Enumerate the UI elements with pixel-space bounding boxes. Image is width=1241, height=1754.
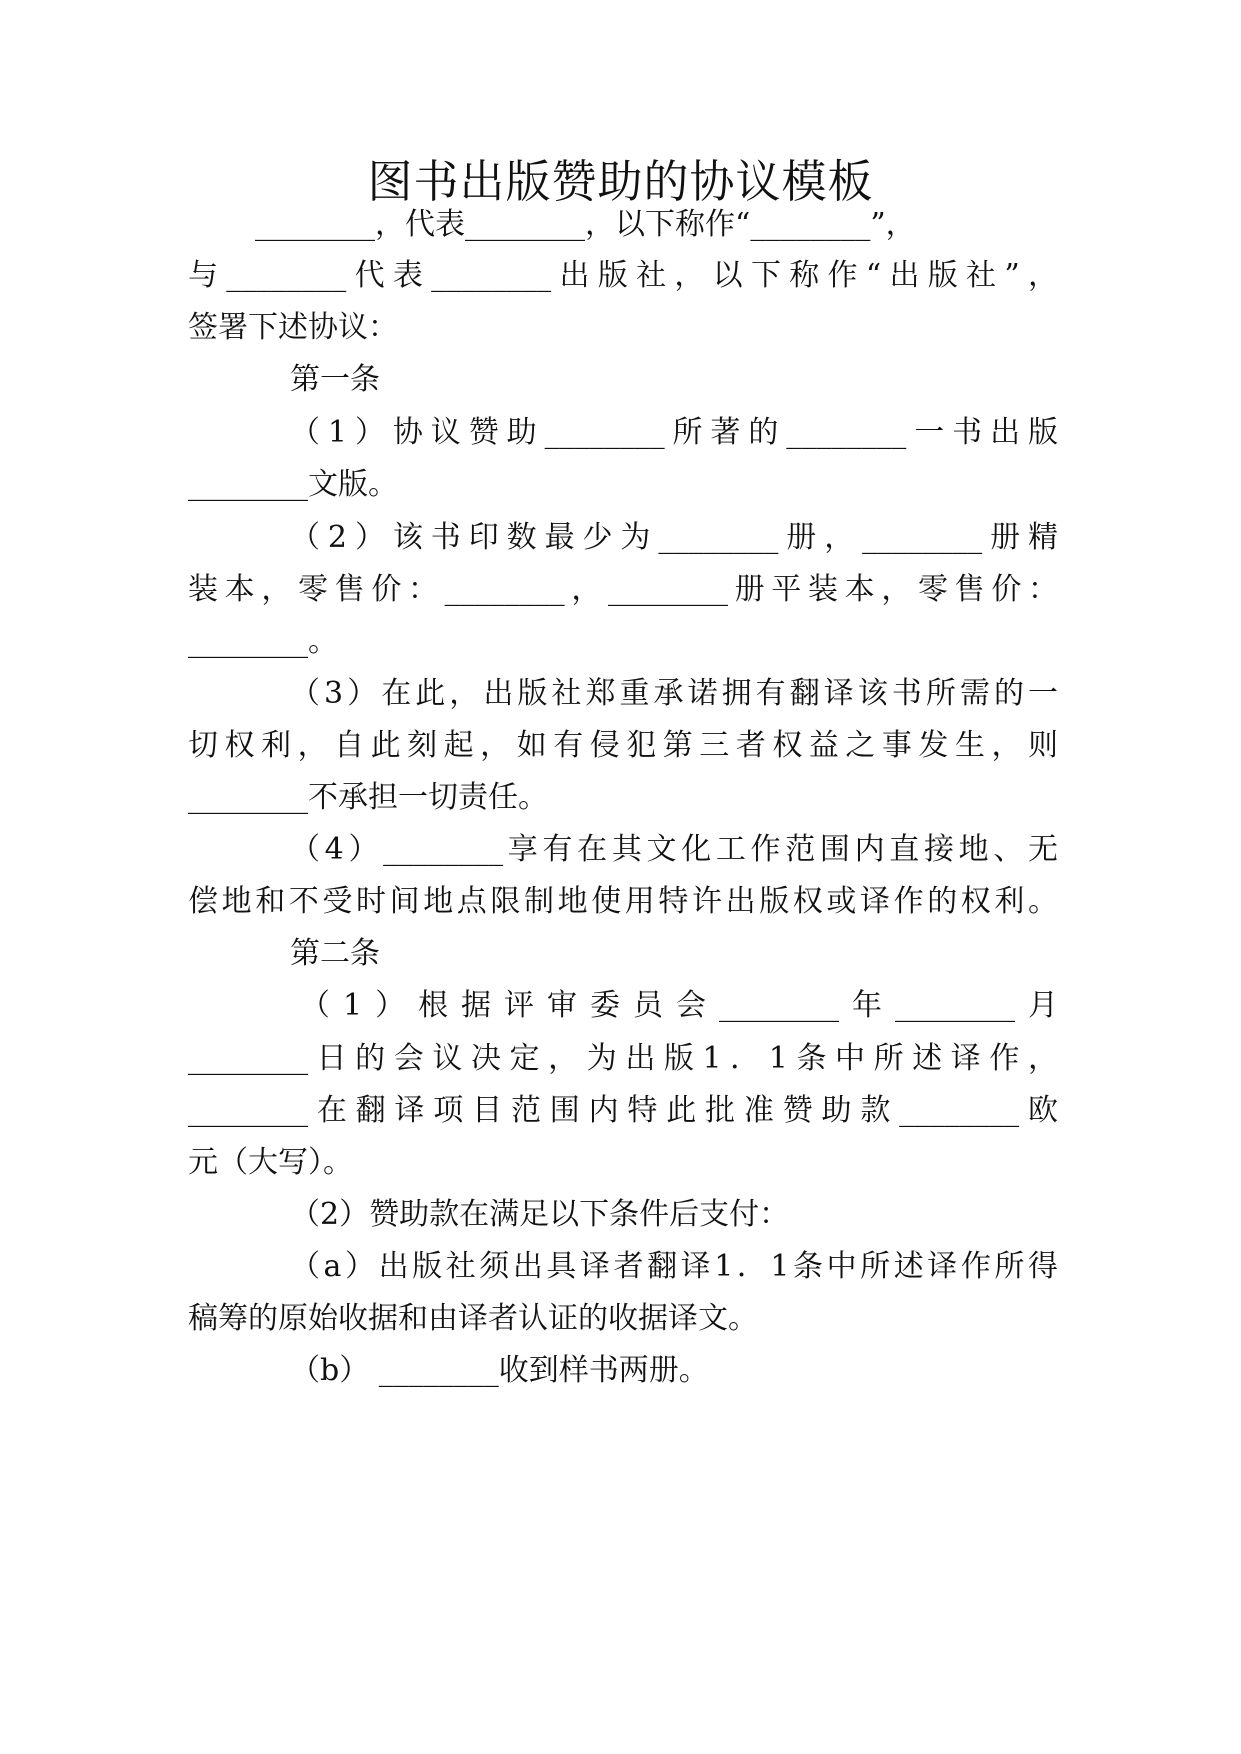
clause-2-2-line-1: （2）赞助款在满足以下条件后支付： [290, 1197, 790, 1232]
clause-2-1-line-4: 元（大写）。 [188, 1145, 353, 1180]
article-2-heading: 第二条 [290, 936, 380, 971]
article-1-heading: 第一条 [290, 362, 380, 397]
clause-1-2-line-1: （2）该书印数最少为________册，________册精 [290, 520, 1058, 555]
clause-1-3-line-3: ________不承担一切责任。 [188, 780, 548, 815]
clause-1-3-line-2: 切权利，自此刻起，如有侵犯第三者权益之事发生，则 [188, 728, 1058, 763]
clause-1-2-line-2: 装本，零售价：________，________册平装本，零售价： [188, 572, 1058, 607]
clause-1-3-line-1: （3）在此，出版社郑重承诺拥有翻译该书所需的一 [290, 676, 1058, 711]
intro-line-1: ________，代表________，以下称作“________”， [255, 207, 916, 242]
clause-2-1-line-1: （1）根据评审委员会________年________月 [300, 988, 1058, 1023]
clause-2-2b-line-1: （b） ________收到样书两册。 [290, 1353, 709, 1388]
document-title: 图书出版赞助的协议模板 [367, 155, 874, 208]
clause-2-1-line-2: ________日的会议决定，为出版1．1条中所述译作， [188, 1041, 1058, 1076]
clause-2-2a-line-2: 稿筹的原始收据和由译者认证的收据译文。 [188, 1301, 758, 1336]
clause-2-2a-line-1: （a）出版社须出具译者翻译1．1条中所述译作所得 [290, 1249, 1058, 1284]
clause-2-1-line-3: ________在翻译项目范围内特此批准赞助款________欧 [188, 1093, 1058, 1128]
clause-1-4-line-2: 偿地和不受时间地点限制地使用特许出版权或译作的权利。 [188, 884, 1058, 919]
intro-line-2: 与________代表________出版社，以下称作“出版社”， [188, 258, 1058, 293]
clause-1-4-line-1: （4）________享有在其文化工作范围内直接地、无 [290, 832, 1058, 867]
clause-1-2-line-3: ________。 [188, 624, 338, 659]
clause-1-1-line-1: （1）协议赞助________所著的________一书出版 [290, 415, 1058, 450]
intro-line-3: 签署下述协议： [188, 310, 398, 345]
clause-1-1-line-2: ________文版。 [188, 467, 398, 502]
